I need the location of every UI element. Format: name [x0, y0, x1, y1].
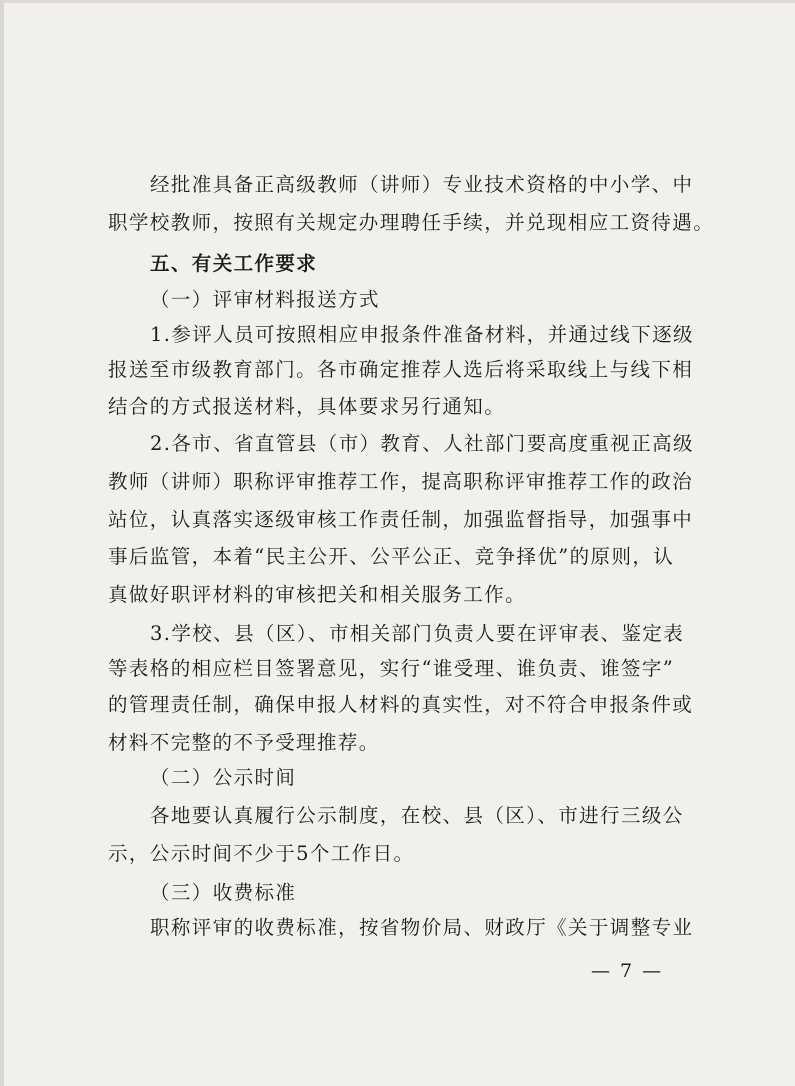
body-line: 的管理责任制，确保申报人材料的真实性，对不符合申报条件或	[108, 693, 694, 716]
body-line: 经批准具备正高级教师（讲师）专业技术资格的中小学、中	[150, 173, 694, 196]
subsection-heading: （三）收费标准	[150, 881, 297, 904]
page-number: — 7 —	[591, 960, 664, 982]
body-line: 真做好职评材料的审核把关和相关服务工作。	[108, 583, 527, 606]
subsection-heading: （二）公示时间	[150, 766, 297, 789]
body-line: 1.参评人员可按照相应申报条件准备材料，并通过线下逐级	[150, 323, 694, 346]
body-line: 2.各市、省直管县（市）教育、人社部门要高度重视正高级	[150, 432, 694, 455]
body-line: 站位，认真落实逐级审核工作责任制，加强监督指导，加强事中	[108, 508, 694, 531]
body-line: 材料不完整的不予受理推荐。	[108, 731, 380, 754]
body-line: 各地要认真履行公示制度，在校、县（区）、市进行三级公	[150, 804, 684, 827]
body-line: 3.学校、县（区）、市相关部门负责人要在评审表、鉴定表	[150, 622, 685, 645]
body-line: 结合的方式报送材料，具体要求另行通知。	[108, 395, 506, 418]
page-top-edge	[0, 0, 795, 3]
page-left-edge	[0, 0, 4, 1086]
subsection-heading: （一）评审材料报送方式	[150, 288, 380, 311]
body-line: 教师（讲师）职称评审推荐工作，提高职称评审推荐工作的政治	[108, 470, 694, 493]
body-line: 职学校教师，按照有关规定办理聘任手续，并兑现相应工资待遇。	[108, 211, 715, 234]
body-line: 示，公示时间不少于5个工作日。	[108, 842, 415, 865]
section-heading: 五、有关工作要求	[150, 252, 318, 275]
body-line: 职称评审的收费标准，按省物价局、财政厅《关于调整专业	[150, 916, 694, 939]
body-line: 事后监管，本着“民主公开、公平公正、竞争择优”的原则，认	[108, 545, 675, 568]
body-line: 报送至市级教育部门。各市确定推荐人选后将采取线上与线下相	[108, 358, 694, 381]
body-line: 等表格的相应栏目签署意见，实行“谁受理、谁负责、谁签字”	[108, 657, 675, 680]
